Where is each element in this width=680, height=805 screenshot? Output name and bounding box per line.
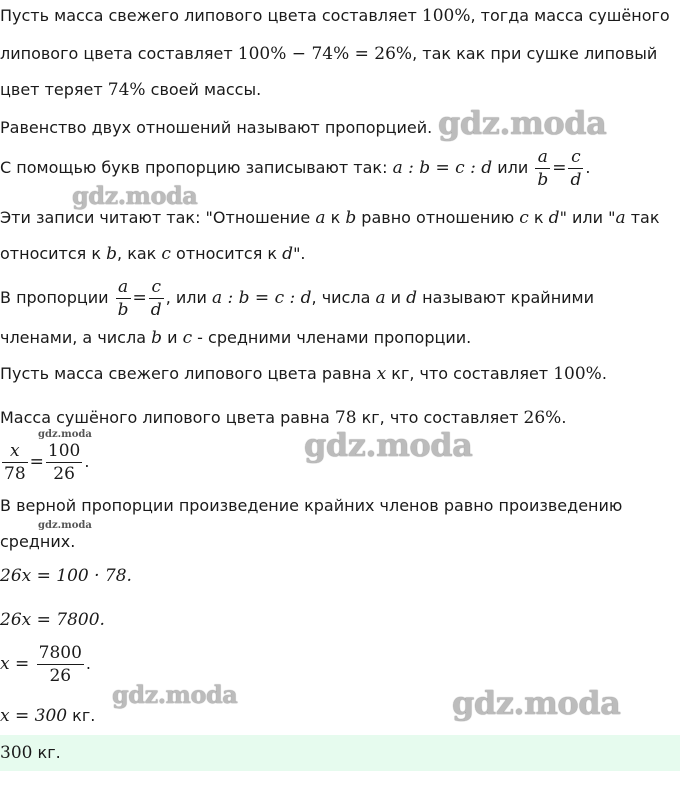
text-line-13: В верной пропорции произведение крайних членов равно произведению [0, 496, 623, 515]
text-line-7: относится к b, как c относится к d". [0, 244, 306, 264]
fraction-c-over-d: $\frac{c}{d}$ [570, 147, 582, 190]
fraction-7800-over-26: $\frac{7800}{26}$ [38, 643, 82, 686]
text-line-9: членами, а числа b и c - средними членами пропорции. [0, 328, 472, 348]
fraction-a-over-b: $\frac{a}{b}$ [537, 147, 549, 190]
answer-box [0, 735, 680, 771]
watermark-logo: gdz.moda [452, 684, 621, 722]
text-line-10: Пусть масса свежего липового цвета равна x кг, что составляет 100%. [0, 364, 607, 384]
watermark-logo: gdz.moda [438, 104, 607, 142]
equation-line-4: x = 300 кг. [0, 706, 96, 726]
equation-line-1: 26x = 100 · 78. [0, 566, 132, 586]
watermark-logo: gdz.moda [304, 426, 473, 464]
fraction-c-over-d: $\frac{c}{d}$ [150, 277, 162, 320]
watermark-logo: gdz.moda [38, 429, 92, 440]
answer-text: 300 кг. [0, 743, 61, 763]
fraction-a-over-b: $\frac{a}{b}$ [117, 277, 129, 320]
fraction-x-over-78: $\frac{x}{78}$ [4, 441, 26, 482]
proportion-equation: $\frac{x}{78}$ = $\frac{100}{26}$ . [0, 440, 89, 482]
text-line-4: Равенство двух отношений называют пропорцией. [0, 118, 433, 137]
text-line-5: С помощью букв пропорцию записывают так: a : b = c : d или $\frac{a}{b}$ = $\frac{c}{d}$ . [0, 147, 591, 190]
text-line-1: Пусть масса свежего липового цвета составляет 100%, тогда масса сушёного [0, 6, 670, 26]
watermark-logo: gdz.moda [72, 181, 198, 210]
text-line-14: средних. [0, 532, 76, 551]
text-line-3: цвет теряет 74% своей массы. [0, 80, 262, 100]
fraction-100-over-26: $\frac{100}{26}$ [47, 441, 81, 482]
text-line-11: Масса сушёного липового цвета равна 78 кг, что составляет 26%. [0, 408, 567, 428]
watermark-logo: gdz.moda [112, 680, 238, 709]
text-line-2: липового цвета составляет 100% − 74% = 26%, так как при сушке липовый [0, 44, 658, 64]
equation-line-2: 26x = 7800. [0, 610, 105, 630]
equation-line-3: x = $\frac{7800}{26}$ . [0, 643, 92, 686]
text-line-6: Эти записи читают так: "Отношение a к b равно отношению c к d" или "a так [0, 208, 660, 228]
text-line-8: В пропорции $\frac{a}{b}$ = $\frac{c}{d}$ , или a : b = c : d, числа a и d называют крайними [0, 277, 595, 320]
watermark-logo: gdz.moda [38, 520, 92, 531]
